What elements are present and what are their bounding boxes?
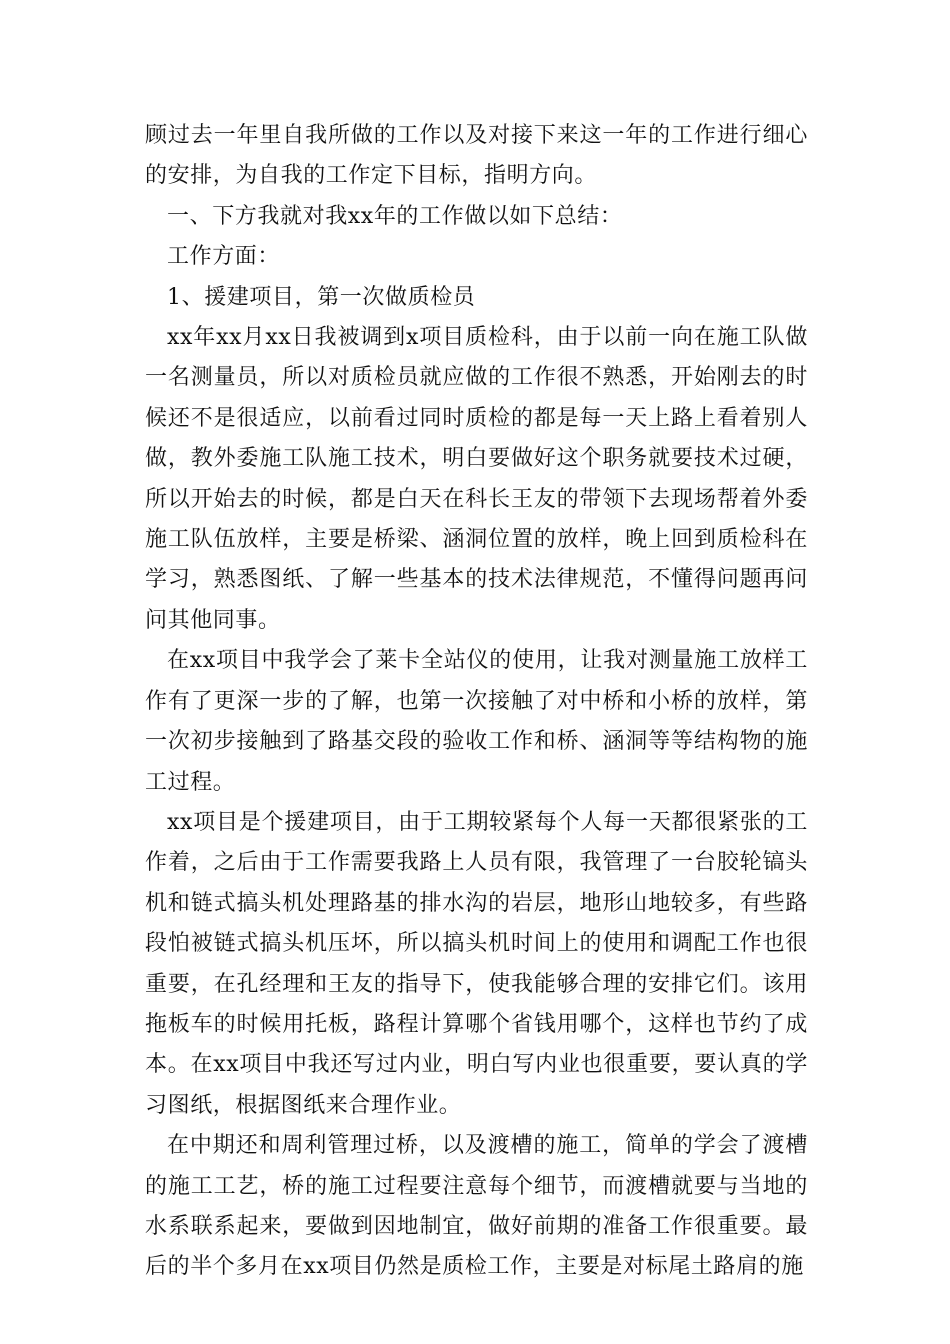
paragraph-work-aspect-heading: 工作方面： [167, 244, 281, 270]
paragraph-section-heading: 一、下方我就对我xx年的工作做以如下总结： [167, 203, 623, 229]
paragraph-total-station: 在xx项目中我学会了莱卡全站仪的使用，让我对测量施工放样工作有了更深一步的了解，也第一次接触了对中桥和小桥的放样，第一次初步接触到了路基交段的验收工作和桥、涵洞等等结构物的施工过程。 [145, 648, 808, 795]
paragraph-quality-inspector: xx年xx月xx日我被调到x项目质检科，由于以前一向在施工队做一名测量员，所以对质检员就应做的工作很不熟悉，开始刚去的时候还不是很适应，以前看过同时质检的都是每一天上路上看着别人做，教外委施工队施工技术，明白要做好这个职务就要技术过硬，所以开始去的时候，都是白天在科长王友的带领下去现场帮着外委施工队伍放样，主要是桥梁、涵洞位置的放样，晚上回到质检科在学习，熟悉图纸、了解一些基本的技术法律规范，不懂得问题再问问其他同事。 [145, 325, 808, 633]
paragraph-aid-project: xx项目是个援建项目，由于工期较紧每个人每一天都很紧张的工作着，之后由于工作需要我路上人员有限，我管理了一台胶轮镐头机和链式搞头机处理路基的排水沟的岩层，地形山地较多，有些路段怕被链式搞头机压坏，所以搞头机时间上的使用和调配工作也很重要，在孔经理和王友的指导下，使我能够合理的安排它们。该用拖板车的时候用托板，路程计算哪个省钱用哪个，这样也节约了成本。在xx项目中我还写过内业，明白写内业也很重要，要认真的学习图纸，根据图纸来合理作业。 [145, 809, 808, 1118]
paragraph-item-1-heading: 1、援建项目，第一次做质检员 [167, 284, 476, 310]
document-body [145, 116, 808, 1288]
paragraph-intro-continuation: 顾过去一年里自我所做的工作以及对接下来这一年的工作进行细心的安排，为自我的工作定下目标，指明方向。 [145, 123, 808, 189]
paragraph-bridge-aqueduct: 在中期还和周利管理过桥，以及渡槽的施工，简单的学会了渡槽的施工工艺，桥的施工过程要注意每个细节，而渡槽就要与当地的水系联系起来，要做到因地制宜，做好前期的准备工作很重要。最后的半个多月在xx项目仍然是质检工作，主要是对标尾土路肩的施 [145, 1133, 808, 1280]
